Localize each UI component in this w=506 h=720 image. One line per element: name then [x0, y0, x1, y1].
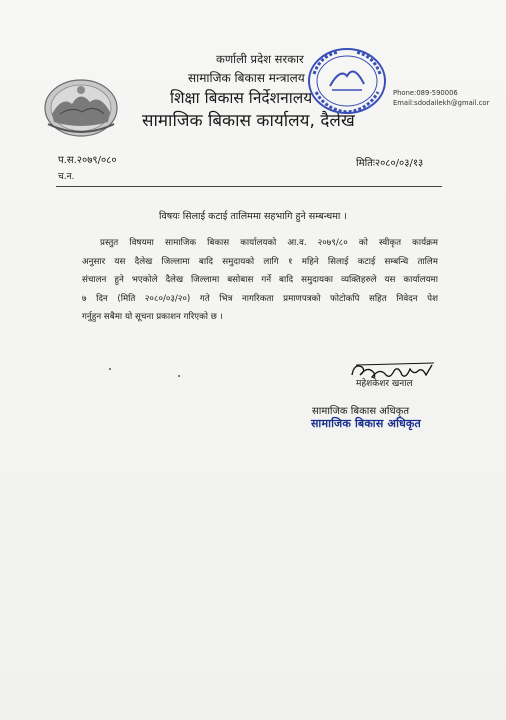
speck: [109, 368, 111, 370]
designation-stamp: सामाजिक बिकास अधिकृत: [311, 417, 422, 430]
speck: [178, 375, 180, 377]
body-line: ७ दिन (मिति २०८०/०३/२०) गते भित्र नागरिकता प्रमाणपत्रको फोटोकपि सहित निवेदन पेश: [82, 293, 438, 304]
letter-body: [82, 234, 438, 327]
chalani-number: च.न.: [58, 172, 75, 182]
nepal-emblem-icon: [42, 78, 120, 138]
office-phone: Phone:089-590006: [393, 89, 458, 97]
reference-number: प.स.२०७९/०८०: [58, 155, 117, 166]
header-ministry: सामाजिक बिकास मन्त्रालय: [188, 71, 305, 85]
body-line: गर्नुहुन सबैमा यो सूचना प्रकाशन गरिएको छ ।: [82, 312, 223, 323]
subject-text: विषयः सिलाई कटाई तालिममा सहभागि हुने सम्बन्धमा ।: [159, 211, 347, 222]
letter-date: मितिः२०८०/०३/१३: [356, 158, 424, 169]
signatory-name: महेशकेशर खनाल: [356, 379, 413, 389]
office-email: Email:sdodailekh@gmail.cor: [393, 99, 490, 107]
body-line: प्रस्तुत विषयमा सामाजिक बिकास कार्यालयको आ.व. २०७९/८० को स्वीकृत कार्यक्रम: [100, 238, 438, 248]
body-line: अनुसार यस दैलेख जिल्लामा बादि समुदायको लागि १ महिने सिलाई कटाई सम्बन्धि तालिम: [82, 256, 438, 267]
header-directorate: शिक्षा बिकास निर्देशनालय: [170, 89, 313, 107]
header-province: कर्णाली प्रदेश सरकार: [216, 52, 304, 66]
letter-subject: [0, 209, 506, 222]
header-office: सामाजिक बिकास कार्यालय, दैलेख: [142, 111, 355, 131]
body-line: संचालन हुने भएकोले दैलेख जिल्लामा बसोबास गर्ने बादि समुदायका व्यक्तिहरुले यस कार्यालयमा: [82, 275, 438, 286]
office-seal-stamp-icon: [306, 46, 388, 116]
header-divider: [56, 186, 442, 187]
signatory-designation: सामाजिक बिकास अधिकृत: [312, 406, 410, 417]
